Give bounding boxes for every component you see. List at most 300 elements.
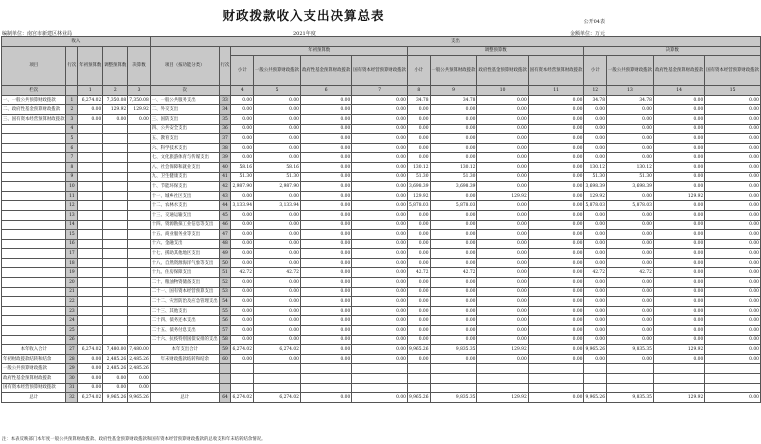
empty-cell [103, 172, 128, 182]
empty-cell [103, 182, 128, 192]
empty-cell [103, 258, 128, 268]
expense-item-label: 十三、交通运输支出 [150, 210, 219, 220]
amount-cell: 7,350.08 [103, 95, 128, 105]
general-budget-header: 一般公共预算财政拨款 [254, 56, 301, 86]
empty-cell [128, 287, 151, 297]
amount-cell: 0.00 [352, 105, 408, 115]
amount-cell: 9,965.26 [407, 345, 430, 355]
amount-cell: 0.00 [607, 114, 654, 124]
amount-cell: 0.00 [584, 297, 607, 307]
empty-cell [128, 335, 151, 345]
amount-cell: 0.00 [705, 249, 761, 259]
row-number: 48 [219, 239, 231, 249]
expense-rownum-header: 行次 [219, 46, 231, 86]
amount-cell: 0.00 [254, 220, 301, 230]
amount-cell: 0.00 [300, 182, 351, 192]
amount-cell: 0.00 [653, 230, 704, 240]
expense-item-label: 十八、自然资源海洋气象等支出 [150, 258, 219, 268]
table-row [2, 95, 761, 105]
amount-cell: 0.00 [407, 239, 430, 249]
empty-cell [103, 153, 128, 163]
amount-cell: 0.00 [607, 306, 654, 316]
empty-cell [607, 364, 654, 374]
amount-cell: 51.30 [407, 172, 430, 182]
empty-cell [584, 383, 607, 393]
amount-cell: 0.00 [528, 95, 584, 105]
amount-cell: 0.00 [254, 105, 301, 115]
amount-cell: 51.30 [254, 172, 301, 182]
row-number: 6 [66, 143, 78, 153]
amount-cell: 0.00 [528, 105, 584, 115]
empty-cell [128, 249, 151, 259]
empty-cell [2, 162, 66, 172]
amount-cell: 129.92 [653, 191, 704, 201]
row-number: 53 [219, 287, 231, 297]
expense-item-label: 十七、援助其他地区支出 [150, 249, 219, 259]
amount-cell: 0.00 [584, 220, 607, 230]
row-number: 12 [66, 201, 78, 211]
amount-cell: 0.00 [528, 249, 584, 259]
row-number: 10 [66, 182, 78, 192]
subtotal-header: 小计 [584, 56, 607, 86]
amount-cell: 0.00 [705, 182, 761, 192]
amount-cell: 9,835.35 [607, 393, 654, 403]
amount-cell: 0.00 [430, 278, 477, 288]
empty-cell [78, 172, 103, 182]
amount-cell: 0.00 [477, 306, 528, 316]
amount-cell: 0.00 [653, 316, 704, 326]
row-number: 39 [219, 153, 231, 163]
empty-cell [128, 143, 151, 153]
empty-cell [103, 249, 128, 259]
amount-cell: 130.12 [407, 162, 430, 172]
amount-cell: 0.00 [254, 278, 301, 288]
row-number: 64 [219, 393, 231, 403]
amount-cell: 9,835.35 [607, 345, 654, 355]
empty-cell [128, 268, 151, 278]
amount-cell: 0.00 [705, 95, 761, 105]
amount-cell: 0.00 [705, 191, 761, 201]
amount-cell: 0.00 [128, 374, 151, 384]
amount-cell: 0.00 [352, 220, 408, 230]
table-row [2, 134, 761, 144]
amount-cell: 0.00 [254, 335, 301, 345]
amount-cell: 0.00 [254, 297, 301, 307]
amount-cell: 0.00 [653, 354, 704, 364]
amount-cell: 0.00 [78, 374, 103, 384]
report-year: 2021年度 [293, 31, 316, 37]
amount-cell: 0.00 [352, 124, 408, 134]
amount-cell: 0.00 [300, 239, 351, 249]
row-number: 19 [66, 268, 78, 278]
amount-cell: 0.00 [78, 354, 103, 364]
amount-cell: 0.00 [607, 249, 654, 259]
amount-cell: 0.00 [231, 210, 254, 220]
amount-cell: 0.00 [300, 393, 351, 403]
empty-cell [2, 297, 66, 307]
amount-cell: 7,480.00 [128, 345, 151, 355]
subtotal-header: 小计 [407, 56, 430, 86]
amount-cell: 5,878.03 [407, 201, 430, 211]
income-rownum-header: 行次 [66, 46, 78, 86]
empty-cell [78, 306, 103, 316]
amount-cell: 0.00 [584, 134, 607, 144]
row-number: 40 [219, 162, 231, 172]
expense-item-label: 十二、农林水支出 [150, 201, 219, 211]
amount-unit: 金额单位：万元 [569, 31, 605, 37]
expense-item-label: 二、外交支出 [150, 105, 219, 115]
row-number: 54 [219, 297, 231, 307]
expense-item-label: 三、国防支出 [150, 114, 219, 124]
col-num: 14 [653, 86, 704, 96]
amount-cell: 0.00 [607, 191, 654, 201]
amount-cell: 0.00 [254, 287, 301, 297]
empty-cell [352, 383, 408, 393]
empty-cell [150, 374, 219, 384]
amount-cell: 0.00 [705, 306, 761, 316]
row-number: 22 [66, 297, 78, 307]
amount-cell: 0.00 [477, 220, 528, 230]
row-number: 37 [219, 134, 231, 144]
expense-item-label: 四、公共安全支出 [150, 124, 219, 134]
amount-cell: 51.30 [430, 172, 477, 182]
expense-item-label: 十、节能环保支出 [150, 182, 219, 192]
row-number: 44 [219, 201, 231, 211]
amount-cell: 0.00 [607, 220, 654, 230]
empty-cell [78, 316, 103, 326]
empty-cell [128, 316, 151, 326]
amount-cell: 0.00 [653, 124, 704, 134]
empty-cell [2, 210, 66, 220]
table-row [2, 201, 761, 211]
amount-cell: 0.00 [528, 278, 584, 288]
amount-cell: 0.00 [653, 297, 704, 307]
amount-cell: 0.00 [584, 306, 607, 316]
table-row [2, 220, 761, 230]
empty-cell [584, 364, 607, 374]
amount-cell: 0.00 [477, 162, 528, 172]
empty-cell [2, 143, 66, 153]
empty-cell [128, 182, 151, 192]
table-row [2, 162, 761, 172]
amount-cell: 0.00 [430, 239, 477, 249]
amount-cell: 0.00 [254, 143, 301, 153]
empty-cell [128, 134, 151, 144]
expense-final-header: 决算数 [584, 46, 761, 56]
amount-cell: 0.00 [528, 345, 584, 355]
amount-cell: 0.00 [300, 297, 351, 307]
row-number: 3 [66, 114, 78, 124]
expense-item-label: 二十五、债务付息支出 [150, 326, 219, 336]
amount-cell: 7,480.00 [103, 345, 128, 355]
amount-cell: 0.00 [528, 316, 584, 326]
income-item-label: 一、一般公共预算财政拨款 [2, 95, 66, 105]
empty-cell [128, 210, 151, 220]
amount-cell: 0.00 [407, 114, 430, 124]
expense-item-label: 八、社会保障和就业支出 [150, 162, 219, 172]
amount-cell: 0.00 [607, 239, 654, 249]
empty-cell [103, 162, 128, 172]
empty-cell [705, 364, 761, 374]
amount-cell: 0.00 [430, 220, 477, 230]
amount-cell: 0.00 [430, 105, 477, 115]
amount-cell: 9,835.35 [430, 345, 477, 355]
amount-cell: 7,350.08 [128, 95, 151, 105]
amount-cell: 5,878.03 [430, 201, 477, 211]
empty-cell [78, 297, 103, 307]
amount-cell: 0.00 [254, 191, 301, 201]
amount-cell: 0.00 [254, 326, 301, 336]
amount-cell: 0.00 [528, 335, 584, 345]
amount-cell: 0.00 [352, 393, 408, 403]
amount-cell: 0.00 [584, 143, 607, 153]
amount-cell: 0.00 [352, 287, 408, 297]
row-number: 1 [66, 95, 78, 105]
amount-cell: 0.00 [477, 114, 528, 124]
amount-cell: 0.00 [477, 124, 528, 134]
amount-cell: 9,965.26 [584, 345, 607, 355]
amount-cell: 0.00 [430, 306, 477, 316]
amount-cell: 129.92 [128, 105, 151, 115]
income-final-header: 决算数 [128, 46, 151, 86]
amount-cell: 0.00 [103, 114, 128, 124]
capital-budget-header: 国有资本经营预算财政拨款 [705, 56, 761, 86]
row-number: 11 [66, 191, 78, 201]
empty-cell [2, 268, 66, 278]
empty-cell [128, 278, 151, 288]
amount-cell: 0.00 [705, 143, 761, 153]
amount-cell: 0.00 [300, 316, 351, 326]
empty-cell [78, 143, 103, 153]
amount-cell: 0.00 [231, 143, 254, 153]
amount-cell: 0.00 [430, 191, 477, 201]
table-row [2, 297, 761, 307]
amount-cell: 0.00 [705, 278, 761, 288]
amount-cell: 0.00 [528, 191, 584, 201]
empty-cell [128, 162, 151, 172]
amount-cell: 0.00 [477, 210, 528, 220]
amount-cell: 0.00 [528, 143, 584, 153]
table-row [2, 124, 761, 134]
amount-cell: 0.00 [352, 326, 408, 336]
amount-cell: 0.00 [528, 287, 584, 297]
empty-cell [705, 374, 761, 384]
amount-cell: 0.00 [653, 326, 704, 336]
empty-cell [2, 278, 66, 288]
empty-cell [128, 326, 151, 336]
amount-cell: 0.00 [231, 105, 254, 115]
amount-cell: 0.00 [300, 258, 351, 268]
amount-cell: 0.00 [584, 316, 607, 326]
amount-cell: 130.12 [584, 162, 607, 172]
amount-cell: 0.00 [231, 220, 254, 230]
amount-cell: 0.00 [352, 230, 408, 240]
amount-cell: 9,835.35 [430, 393, 477, 403]
empty-cell [128, 306, 151, 316]
amount-cell: 0.00 [607, 153, 654, 163]
row-number: 16 [66, 239, 78, 249]
empty-cell [2, 239, 66, 249]
amount-cell: 0.00 [653, 105, 704, 115]
amount-cell: 0.00 [254, 316, 301, 326]
amount-cell: 0.00 [231, 297, 254, 307]
row-number: 27 [66, 345, 78, 355]
table-row [2, 143, 761, 153]
lan-ci-label: 次 [150, 86, 219, 96]
amount-cell: 6,274.02 [78, 345, 103, 355]
empty-cell [103, 278, 128, 288]
expense-item-label: 年末财政拨款结转和结余 [150, 354, 219, 364]
final-accounts-table [1, 36, 761, 403]
amount-cell: 0.00 [300, 230, 351, 240]
col-num: 9 [430, 86, 477, 96]
row-number: 14 [66, 220, 78, 230]
amount-cell: 0.00 [607, 258, 654, 268]
table-row [2, 278, 761, 288]
amount-cell: 0.00 [231, 114, 254, 124]
col-num: 13 [607, 86, 654, 96]
expense-item-label: 十五、商业服务业等支出 [150, 230, 219, 240]
amount-cell: 58.16 [231, 162, 254, 172]
amount-cell: 0.00 [477, 354, 528, 364]
amount-cell: 0.00 [430, 230, 477, 240]
amount-cell: 51.30 [584, 172, 607, 182]
empty-cell [150, 364, 219, 374]
amount-cell: 0.00 [103, 383, 128, 393]
row-number: 13 [66, 210, 78, 220]
empty-cell [300, 374, 351, 384]
col-num: 5 [254, 86, 301, 96]
amount-cell: 0.00 [231, 249, 254, 259]
amount-cell: 0.00 [254, 306, 301, 316]
row-number: 52 [219, 278, 231, 288]
amount-cell: 0.00 [653, 95, 704, 105]
amount-cell: 0.00 [607, 124, 654, 134]
amount-cell: 129.92 [477, 191, 528, 201]
table-row [2, 326, 761, 336]
table-row [2, 239, 761, 249]
expense-item-label: 本年支出合计 [150, 345, 219, 355]
amount-cell: 6,274.02 [231, 393, 254, 403]
empty-cell [705, 383, 761, 393]
empty-cell [2, 172, 66, 182]
empty-cell [430, 364, 477, 374]
row-number: 29 [66, 364, 78, 374]
amount-cell: 2,485.26 [103, 364, 128, 374]
amount-cell: 0.00 [584, 287, 607, 297]
amount-cell: 0.00 [607, 278, 654, 288]
amount-cell: 0.00 [528, 172, 584, 182]
empty-cell [78, 258, 103, 268]
table-row [2, 393, 761, 403]
amount-cell: 0.00 [528, 354, 584, 364]
amount-cell: 130.12 [430, 162, 477, 172]
table-row [2, 105, 761, 115]
amount-cell: 0.00 [477, 143, 528, 153]
amount-cell: 0.00 [231, 239, 254, 249]
col-num: 2 [103, 86, 128, 96]
empty-cell [128, 239, 151, 249]
carryover-item-label: 国有资本经营预算财政拨款 [2, 383, 66, 393]
empty-cell [78, 182, 103, 192]
amount-cell: 0.00 [254, 258, 301, 268]
empty-cell [78, 278, 103, 288]
amount-cell: 0.00 [607, 335, 654, 345]
amount-cell: 0.00 [352, 239, 408, 249]
amount-cell: 0.00 [705, 239, 761, 249]
amount-cell: 0.00 [352, 345, 408, 355]
amount-cell: 0.00 [300, 335, 351, 345]
amount-cell: 0.00 [300, 306, 351, 316]
amount-cell: 0.00 [528, 258, 584, 268]
empty-cell [407, 364, 430, 374]
row-number: 59 [219, 345, 231, 355]
amount-cell: 0.00 [231, 306, 254, 316]
empty-cell [653, 383, 704, 393]
fund-budget-header: 政府性基金预算财政拨款 [477, 56, 528, 86]
amount-cell: 0.00 [653, 268, 704, 278]
amount-cell: 0.00 [653, 114, 704, 124]
general-budget-header: 一般公共预算财政拨款 [430, 56, 477, 86]
amount-cell: 0.00 [407, 316, 430, 326]
amount-cell: 0.00 [528, 393, 584, 403]
income-section-header: 收入 [2, 37, 151, 47]
row-number: 20 [66, 278, 78, 288]
col-num: 12 [584, 86, 607, 96]
amount-cell: 0.00 [653, 258, 704, 268]
amount-cell: 0.00 [430, 249, 477, 259]
amount-cell: 0.00 [300, 278, 351, 288]
amount-cell: 0.00 [705, 210, 761, 220]
amount-cell: 0.00 [705, 153, 761, 163]
empty-cell [2, 335, 66, 345]
row-number: 5 [66, 134, 78, 144]
col-num: 15 [705, 86, 761, 96]
table-row [2, 230, 761, 240]
amount-cell: 0.00 [352, 297, 408, 307]
empty-cell [103, 230, 128, 240]
amount-cell: 129.92 [584, 191, 607, 201]
empty-cell [78, 210, 103, 220]
empty-cell [128, 124, 151, 134]
empty-cell [300, 364, 351, 374]
amount-cell: 6,274.02 [231, 345, 254, 355]
amount-cell: 0.00 [254, 114, 301, 124]
amount-cell: 0.00 [300, 162, 351, 172]
empty-cell [103, 287, 128, 297]
amount-cell: 5,878.03 [607, 201, 654, 211]
amount-cell: 0.00 [477, 134, 528, 144]
amount-cell: 0.00 [584, 335, 607, 345]
grand-total-label: 总计 [150, 393, 219, 403]
amount-cell: 0.00 [705, 316, 761, 326]
row-number: 50 [219, 258, 231, 268]
amount-cell: 2,485.26 [128, 354, 151, 364]
amount-cell: 0.00 [477, 153, 528, 163]
amount-cell: 0.00 [300, 354, 351, 364]
amount-cell: 0.00 [607, 287, 654, 297]
empty-cell [78, 124, 103, 134]
amount-cell: 0.00 [477, 95, 528, 105]
ci-label [219, 86, 231, 96]
amount-cell: 0.00 [607, 297, 654, 307]
amount-cell: 129.92 [653, 345, 704, 355]
table-row [2, 268, 761, 278]
empty-cell [528, 374, 584, 384]
empty-cell [528, 364, 584, 374]
amount-cell: 0.00 [584, 326, 607, 336]
amount-cell: 0.00 [584, 210, 607, 220]
